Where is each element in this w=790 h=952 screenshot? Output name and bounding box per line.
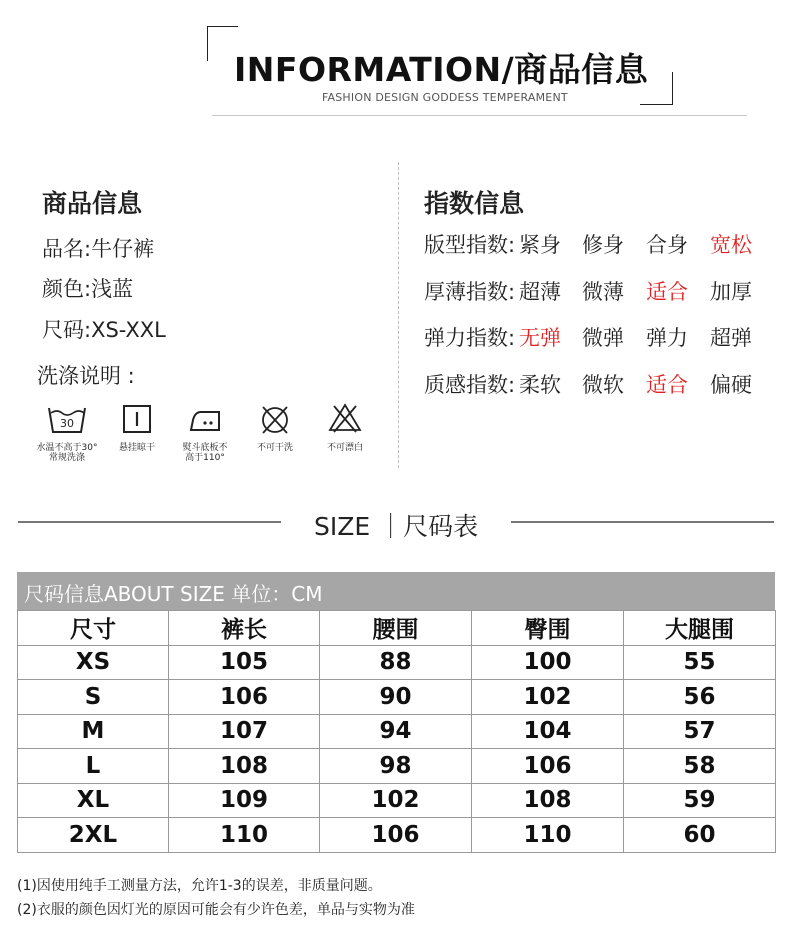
table-cell: XS — [18, 645, 169, 680]
table-cell: M — [18, 714, 169, 749]
table-cell: 106 — [169, 680, 320, 715]
product-color: 颜色:浅蓝 — [42, 277, 134, 301]
table-cell: 56 — [624, 680, 776, 715]
index-option: 合身 — [646, 233, 688, 257]
size-title: SIZE ｜尺码表 — [314, 512, 479, 541]
washing-title: 洗涤说明 : — [37, 364, 135, 388]
page-subtitle: FASHION DESIGN GODDESS TEMPERAMENT — [322, 91, 568, 104]
table-cell: 110 — [472, 818, 624, 853]
size-table-title: 尺码信息ABOUT SIZE 单位：CM — [24, 582, 323, 606]
footnote-measurement: (1)因使用纯手工测量方法，允许1-3的误差，非质量问题。 — [17, 878, 382, 894]
hang-dry-icon — [117, 404, 157, 436]
product-size-range: 尺码:XS-XXL — [42, 318, 166, 342]
size-banner-line-left — [18, 521, 281, 523]
table-cell: S — [18, 680, 169, 715]
table-cell: 108 — [472, 783, 624, 818]
table-cell: 106 — [472, 749, 624, 784]
care-label-hang-dry-line: 悬挂晾干 — [118, 443, 155, 453]
care-label-hang-dry — [102, 443, 172, 453]
care-label-no-dry-clean — [240, 443, 310, 453]
table-cell: 109 — [169, 783, 320, 818]
size-table-column-header: 臀围 — [472, 611, 624, 646]
index-row-label: 厚薄指数: — [424, 280, 516, 304]
index-option: 修身 — [582, 233, 624, 257]
table-cell: 57 — [624, 714, 776, 749]
care-label-no-bleach-line: 不可漂白 — [326, 443, 363, 453]
size-table-column-header: 大腿围 — [624, 611, 776, 646]
index-option-selected: 无弹 — [519, 326, 561, 350]
size-table-column-header: 尺寸 — [18, 611, 169, 646]
size-table — [17, 610, 776, 853]
care-label-wash-line: 常规洗涤 — [48, 453, 85, 463]
care-label-wash-line: 水温不高于30° — [36, 443, 98, 453]
table-cell: XL — [18, 783, 169, 818]
table-cell: 102 — [320, 783, 472, 818]
index-option: 弹力 — [646, 326, 688, 350]
index-option: 紧身 — [519, 233, 561, 257]
index-option-selected: 适合 — [646, 280, 688, 304]
bracket-bottom-right — [640, 72, 673, 105]
product-name: 品名:牛仔裤 — [42, 237, 155, 261]
table-cell: 106 — [320, 818, 472, 853]
no-bleach-icon — [325, 402, 365, 434]
care-label-no-dry-clean-line: 不可干洗 — [256, 443, 293, 453]
index-option: 微弹 — [582, 326, 624, 350]
table-cell: 2XL — [18, 818, 169, 853]
size-table-column-header: 裤长 — [169, 611, 320, 646]
index-option: 微软 — [582, 373, 624, 397]
table-cell: 88 — [320, 645, 472, 680]
table-cell: 104 — [472, 714, 624, 749]
size-table-header-row — [18, 611, 776, 646]
care-label-iron-line: 熨斗底板不 — [182, 443, 228, 453]
index-row-label: 版型指数: — [424, 233, 516, 257]
page-title: INFORMATION/商品信息 — [234, 50, 649, 89]
table-row — [18, 714, 776, 749]
iron-icon — [185, 404, 225, 436]
wash-30-icon — [47, 404, 87, 436]
header-divider — [212, 115, 747, 116]
index-row — [424, 276, 764, 306]
product-info-title: 商品信息 — [42, 189, 143, 218]
footnote-color: (2)衣服的颜色因灯光的原因可能会有少许色差，单品与实物为准 — [17, 902, 415, 918]
table-cell: 59 — [624, 783, 776, 818]
table-cell: 108 — [169, 749, 320, 784]
table-cell: 94 — [320, 714, 472, 749]
index-info-title: 指数信息 — [424, 189, 525, 218]
index-option-selected: 适合 — [646, 373, 688, 397]
table-cell: L — [18, 749, 169, 784]
table-row — [18, 783, 776, 818]
care-label-wash — [32, 443, 102, 463]
table-cell: 98 — [320, 749, 472, 784]
index-row — [424, 229, 764, 259]
table-cell: 55 — [624, 645, 776, 680]
no-dry-clean-icon — [255, 404, 295, 436]
care-label-iron-line: 高于110° — [185, 453, 225, 463]
index-row — [424, 369, 764, 399]
table-row — [18, 818, 776, 853]
index-option: 加厚 — [710, 280, 752, 304]
index-option: 偏硬 — [710, 373, 752, 397]
table-row — [18, 680, 776, 715]
table-row — [18, 749, 776, 784]
wash-temp-value: 30 — [60, 417, 74, 430]
index-row-label: 弹力指数: — [424, 326, 516, 350]
size-table-column-header: 腰围 — [320, 611, 472, 646]
table-cell: 90 — [320, 680, 472, 715]
care-label-no-bleach — [310, 443, 380, 453]
care-label-iron — [170, 443, 240, 463]
index-option-selected: 宽松 — [710, 233, 752, 257]
table-cell: 58 — [624, 749, 776, 784]
index-option: 微薄 — [582, 280, 624, 304]
size-banner-line-right — [511, 521, 774, 523]
table-cell: 107 — [169, 714, 320, 749]
index-option: 超薄 — [519, 280, 561, 304]
column-divider — [398, 162, 399, 468]
index-row-label: 质感指数: — [424, 373, 516, 397]
table-cell: 105 — [169, 645, 320, 680]
table-cell: 100 — [472, 645, 624, 680]
table-cell: 110 — [169, 818, 320, 853]
table-cell: 60 — [624, 818, 776, 853]
table-cell: 102 — [472, 680, 624, 715]
table-row — [18, 645, 776, 680]
index-option: 柔软 — [519, 373, 561, 397]
index-option: 超弹 — [710, 326, 752, 350]
index-row — [424, 322, 764, 352]
